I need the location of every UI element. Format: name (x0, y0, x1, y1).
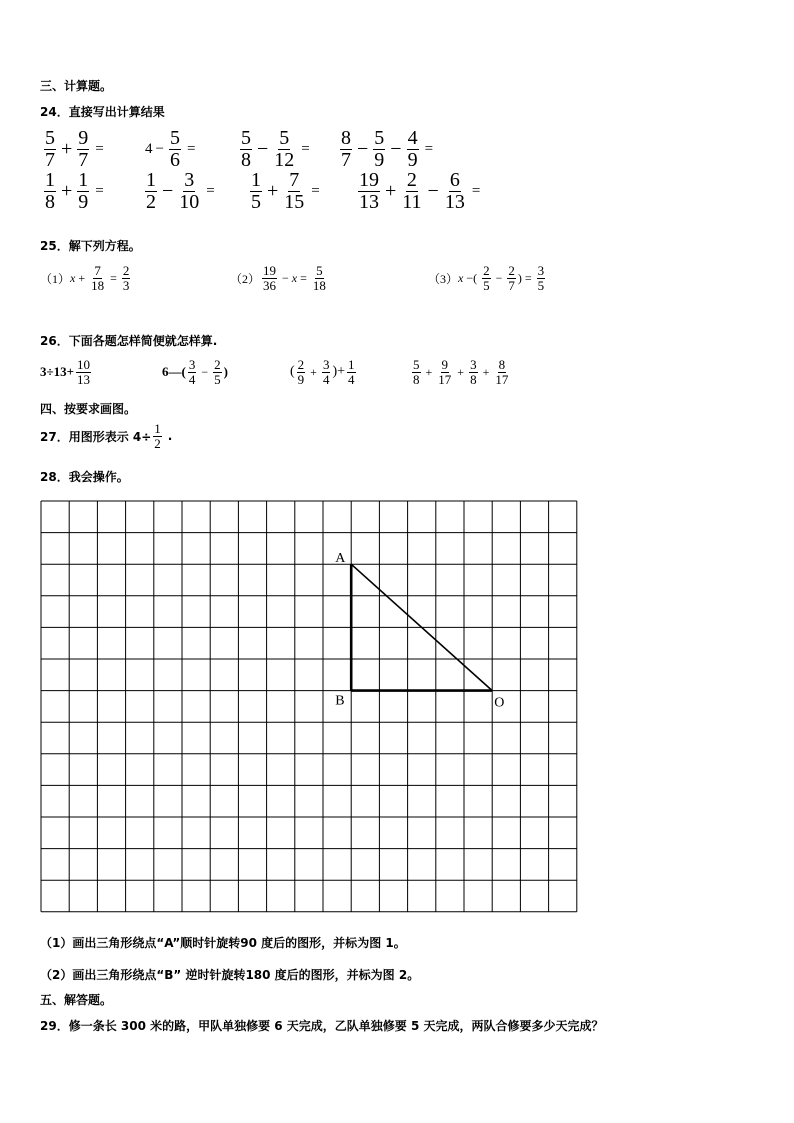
q26-problem-4: $\frac{5}{8}$ + $\frac{9}{17}$ + $\frac{3}{8}$ + $\frac{8}{17}$ (413, 357, 509, 387)
q25-equation-2: （2） $\frac{19}{36}$ − x = $\frac{5}{18}$ (230, 263, 326, 293)
q25-equation-3: （3） x −( $\frac{2}{5}$ − $\frac{2}{7}$ ) = $\frac{3}{5}$ (428, 263, 545, 293)
section-heading-5: 五、解答题。 (40, 993, 113, 1007)
question-28-sub-1: （1）画出三角形绕点“A”顺时针旋转90 度后的图形，并标为图 1。 (40, 936, 406, 950)
point-label-a: A (335, 551, 346, 567)
section-heading-4: 四、按要求画图。 (40, 402, 137, 416)
question-25-title: 25．解下列方程。 (40, 239, 141, 253)
grid-figure (38, 498, 584, 920)
q24-expr-7: $\frac{1}{5}$ + $\frac{7}{15}$ = (251, 169, 320, 213)
q24-expr-5: $\frac{1}{8}$ + $\frac{1}{9}$ = (45, 169, 104, 213)
q24-expr-2: 4 − $\frac{5}{6}$ = (145, 127, 196, 171)
q24-expr-6: $\frac{1}{2}$ − $\frac{3}{10}$ = (146, 169, 215, 213)
question-26-title: 26．下面各题怎样简便就怎样算. (40, 334, 218, 348)
q24-expr-4: $\frac{8}{7}$ − $\frac{5}{9}$ − $\frac{4}{9}$ = (341, 127, 434, 171)
point-label-o: O (494, 695, 505, 711)
question-29: 29．修一条长 300 米的路，甲队单独修要 6 天完成，乙队单独修要 5 天完成，两队合修要多少天完成？ (40, 1019, 604, 1033)
q26-problem-3: ( $\frac{2}{9}$ + $\frac{3}{4}$ )+ $\frac{1}{4}$ (290, 357, 355, 387)
point-label-b: B (335, 693, 345, 709)
q24-expr-3: $\frac{5}{8}$ − $\frac{5}{12}$ = (241, 127, 310, 171)
section-heading-3: 三、计算题。 (40, 79, 113, 93)
question-28-title: 28．我会操作。 (40, 470, 129, 484)
q24-expr-1: $\frac{5}{7}$ + $\frac{9}{7}$ = (45, 127, 104, 171)
q26-problem-1: 3÷13+ $\frac{10}{13}$ (40, 357, 91, 387)
question-28-sub-2: （2）画出三角形绕点“B” 逆时针旋转180 度后的图形，并标为图 2。 (40, 968, 420, 982)
q26-problem-2: 6—( $\frac{3}{4}$ − $\frac{2}{5}$ ) (162, 357, 228, 387)
question-27: 27．用图形表示 4÷ $\frac{1}{2}$ . (40, 421, 173, 451)
q24-expr-8: $\frac{19}{13}$ + $\frac{2}{11}$ − $\frac{6}{13}$ = (359, 169, 481, 213)
question-24-title: 24．直接写出计算结果 (40, 105, 165, 119)
q25-equation-1: （1） x + $\frac{7}{18}$ = $\frac{2}{3}$ (40, 263, 130, 293)
